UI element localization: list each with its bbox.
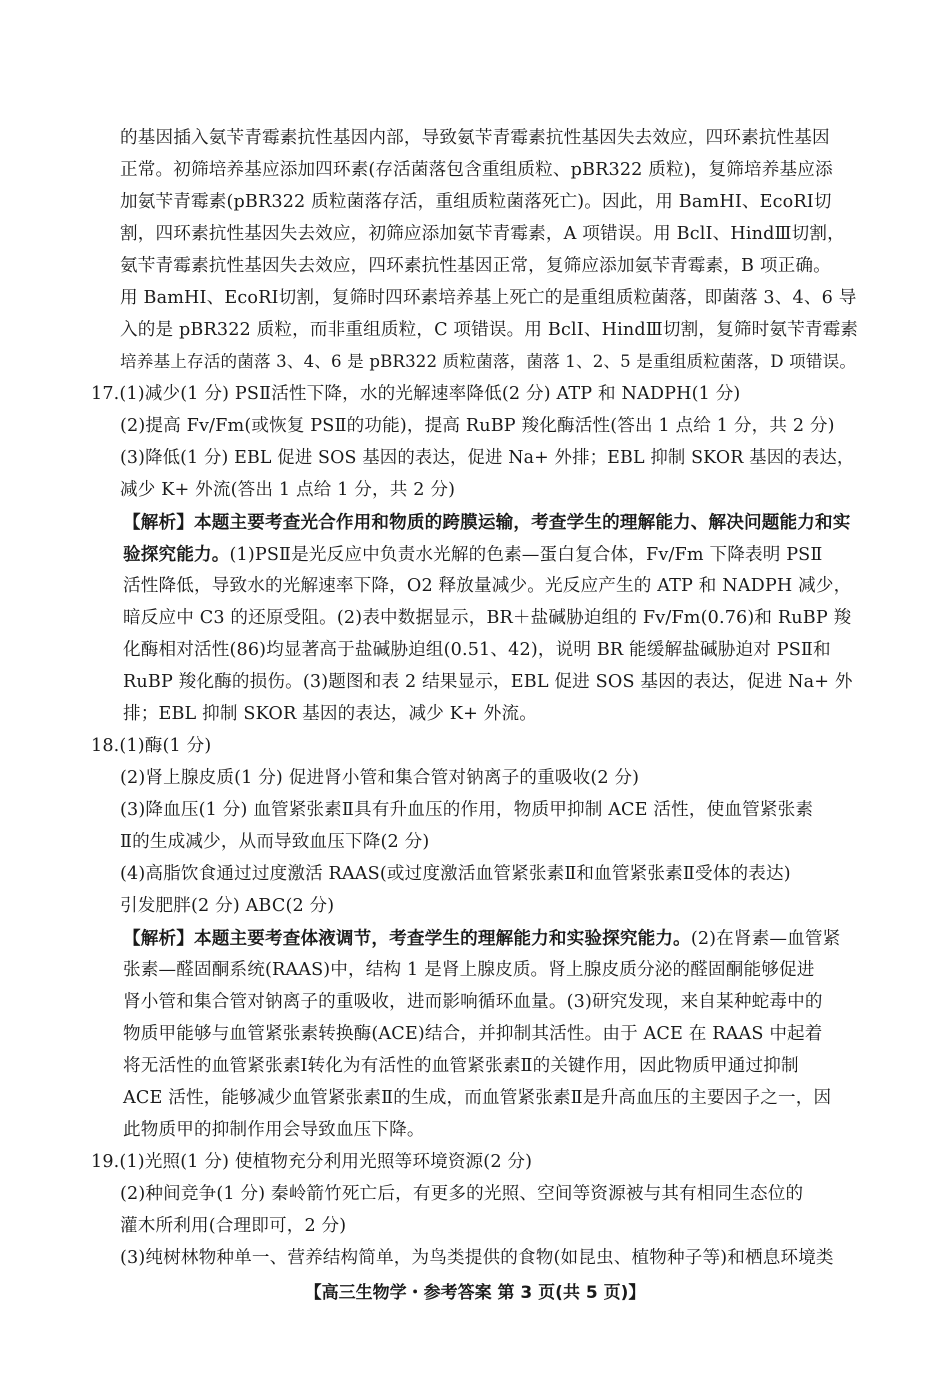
q17-explanation-line-5: 化酶相对活性(86)均显著高于盐碱胁迫组(0.51、42)，说明 BR 能缓解盐碱胁迫对 PSⅡ和 (123, 640, 831, 660)
q17-explanation-line-4: 暗反应中 C3 的还原受阻。(2)表中数据显示，BR＋盐碱胁迫组的 Fv/Fm(0.76)和 RuBP 羧 (123, 608, 852, 628)
q18-answer-3: (3)降血压(1 分) 血管紧张素Ⅱ具有升血压的作用，物质甲抑制 ACE 活性，使血管紧张素 (120, 800, 814, 820)
q18-explanation-text-1: (2)在肾素—血管紧 (690, 929, 841, 949)
q18-answer-4: Ⅱ的生成减少，从而导致血压下降(2 分) (120, 832, 430, 852)
q17-explanation-line-3: 活性降低，导致水的光解速率下降，O2 释放量减少。光反应产生的 ATP 和 NADPH 减少， (123, 576, 852, 596)
q17-answer-4: 减少 K+ 外流(答出 1 点给 1 分，共 2 分) (120, 480, 456, 500)
q17-explanation-line-2 (123, 546, 823, 565)
q17-explanation-text-2: (1)PSⅡ是光反应中负责水光解的色素—蛋白复合体，Fv/Fm 下降表明 PSⅡ (229, 545, 823, 565)
q18-answer-6: 引发肥胖(2 分) ABC(2 分) (120, 896, 335, 916)
q18-answer-2: (2)肾上腺皮质(1 分) 促进肾小管和集合管对钠离子的重吸收(2 分) (120, 768, 640, 788)
q18-explanation-line-1 (123, 930, 840, 949)
q18-explanation-line-4: 物质甲能够与血管紧张素转换酶(ACE)结合，并抑制其活性。由于 ACE 在 RAAS 中起着 (123, 1024, 823, 1044)
q18-explanation-line-7: 此物质甲的抑制作用会导致血压下降。 (123, 1120, 425, 1140)
q17-explanation-line-6: RuBP 羧化酶的损伤。(3)题图和表 2 结果显示，EBL 促进 SOS 基因的表达，促进 Na+ 外 (123, 672, 853, 692)
p16-line-1: 的基因插入氨苄青霉素抗性基因内部，导致氨苄青霉素抗性基因失去效应，四环素抗性基因 (120, 128, 830, 148)
page-footer: 【高三生物学・参考答案 第 3 页(共 5 页)】 (304, 1283, 646, 1303)
q17-explanation-heading: 【解析】本题主要考查光合作用和物质的跨膜运输，考查学生的理解能力、解决问题能力和实 (123, 512, 851, 533)
q17-answer-2: (2)提高 Fv/Fm(或恢复 PSⅡ的功能)，提高 RuBP 羧化酶活性(答出 1 点给 1 分，共 2 分) (120, 416, 835, 436)
q18-explanation-line-6: ACE 活性，能够减少血管紧张素Ⅱ的生成，而血管紧张素Ⅱ是升高血压的主要因子之一，因 (123, 1088, 832, 1108)
p16-line-2: 正常。初筛培养基应添加四环素(存活菌落包含重组质粒、pBR322 质粒)，复筛培养基应添 (120, 160, 833, 180)
q18-explanation-line-2: 张素—醛固酮系统(RAAS)中，结构 1 是肾上腺皮质。肾上腺皮质分泌的醛固酮能够促进 (123, 960, 815, 980)
q18-answer-1: 18.(1)酶(1 分) (91, 736, 212, 756)
q18-answer-5: (4)高脂饮食通过过度激活 RAAS(或过度激活血管紧张素Ⅱ和血管紧张素Ⅱ受体的表达) (120, 864, 791, 884)
p16-line-6: 用 BamHⅠ、EcoRⅠ切割，复筛时四环素培养基上死亡的是重组质粒菌落，即菌落 3、4、6 导 (120, 288, 857, 308)
q17-explanation-tag-end: 验探究能力。 (123, 544, 230, 565)
q17-answer-1: 17.(1)减少(1 分) PSⅡ活性下降，水的光解速率降低(2 分) ATP 和 NADPH(1 分) (91, 384, 741, 404)
p16-line-4: 割，四环素抗性基因失去效应，初筛应添加氨苄青霉素，A 项错误。用 BclⅠ、HindⅢ切割， (120, 224, 845, 244)
q18-explanation-line-3: 肾小管和集合管对钠离子的重吸收，进而影响循环血量。(3)研究发现，来自某种蛇毒中的 (123, 992, 823, 1012)
p16-line-3: 加氨苄青霉素(pBR322 质粒菌落存活，重组质粒菌落死亡)。因此，用 BamHⅠ、EcoRⅠ切 (120, 192, 832, 212)
q19-answer-2: (2)种间竞争(1 分) 秦岭箭竹死亡后，有更多的光照、空间等资源被与其有相同生态位的 (120, 1184, 804, 1204)
q17-explanation-line-7: 排；EBL 抑制 SKOR 基因的表达，减少 K+ 外流。 (123, 704, 537, 724)
q19-answer-1: 19.(1)光照(1 分) 使植物充分利用光照等环境资源(2 分) (91, 1152, 533, 1172)
q18-explanation-heading: 【解析】本题主要考查体液调节，考查学生的理解能力和实验探究能力。 (123, 928, 691, 949)
p16-line-7: 入的是 pBR322 质粒，而非重组质粒，C 项错误。用 BclⅠ、HindⅢ切割，复筛时氨苄青霉素 (120, 320, 859, 340)
q19-answer-4: (3)纯树林物种单一、营养结构简单，为鸟类提供的食物(如昆虫、植物种子等)和栖息环境类 (120, 1248, 834, 1268)
q19-answer-3: 灌木所利用(合理即可，2 分) (120, 1216, 347, 1236)
q17-answer-3: (3)降低(1 分) EBL 促进 SOS 基因的表达，促进 Na+ 外排；EBL 抑制 SKOR 基因的表达， (120, 448, 855, 468)
p16-line-5: 氨苄青霉素抗性基因失去效应，四环素抗性基因正常，复筛应添加氨苄青霉素，B 项正确。 (120, 256, 831, 276)
q18-explanation-line-5: 将无活性的血管紧张素Ⅰ转化为有活性的血管紧张素Ⅱ的关键作用，因此物质甲通过抑制 (123, 1056, 799, 1076)
p16-line-8: 培养基上存活的菌落 3、4、6 是 pBR322 质粒菌落，菌落 1、2、5 是重组质粒菌落，D 项错误。 (120, 352, 857, 371)
